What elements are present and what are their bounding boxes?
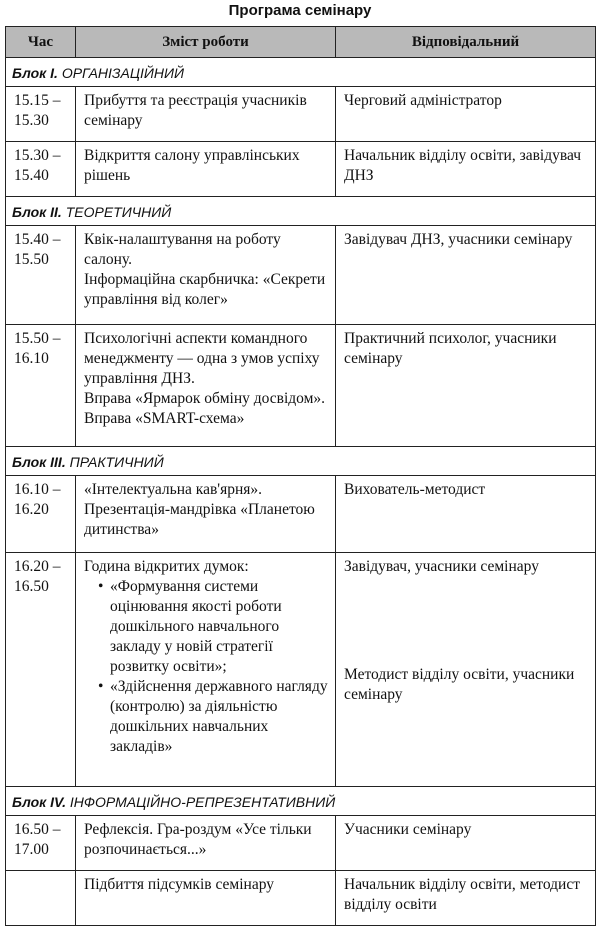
- header-row: [6, 27, 596, 58]
- responsible-cell: Учасники семінару: [336, 816, 596, 871]
- block-title: [6, 196, 596, 225]
- table-row: [6, 816, 596, 871]
- content-text: Відкриття салону управлінських рішень: [84, 146, 300, 184]
- time-cell: 15.30 – 15.40: [6, 141, 76, 196]
- content-text: Підбиття підсумків семінару: [84, 876, 274, 894]
- content-text: Вправа «Ярмарок обміну досвідом». Вправа «SMART-схема»: [84, 390, 326, 428]
- block-label: Блок II.: [12, 203, 62, 220]
- table-row: [6, 325, 596, 447]
- time-cell: 15.15 – 15.30: [6, 87, 76, 142]
- content-cell: [76, 87, 336, 142]
- list-item: • «Формування системи оцінювання якості роботи дошкільного навчального закладу у новій стратегії розвитку освіти»;: [98, 577, 329, 677]
- block-title: [6, 58, 596, 87]
- content-text: «Інтелектуальна кав'ярня».: [84, 481, 263, 499]
- responsible-cell: Начальник відділу освіти, методист відділу освіти: [336, 871, 596, 926]
- block-title: [6, 787, 596, 816]
- block-label: Блок IV.: [12, 794, 66, 811]
- time-cell: 15.50 – 16.10: [6, 325, 76, 447]
- block-name: ОРГАНІЗАЦІЙНИЙ: [61, 65, 185, 81]
- content-text: Квік-налаштування на роботу салону.: [84, 230, 281, 268]
- block-name: ІНФОРМАЦІЙНО-РЕПРЕЗЕНТАТИВНИЙ: [69, 794, 336, 811]
- topics-list: [84, 577, 329, 757]
- block-title: [6, 447, 596, 476]
- header-time: Час: [6, 27, 76, 58]
- time-cell: 16.50 – 17.00: [6, 816, 76, 871]
- content-text: Рефлексія. Гра-роздум «Усе тільки розпочинається...»: [84, 821, 312, 859]
- responsible-text: Завідувач, учасники семінару: [344, 558, 539, 576]
- block-header-row: [6, 196, 596, 225]
- content-cell: [76, 325, 336, 447]
- time-cell: 16.10 – 16.20: [6, 476, 76, 553]
- block-header-row: [6, 447, 596, 476]
- block-name: ПРАКТИЧНИЙ: [69, 454, 164, 471]
- table-row: [6, 141, 596, 196]
- header-responsible: Відповідальний: [336, 27, 596, 58]
- content-text: Психологічні аспекти командного менеджменту — одна з умов успіху управління ДНЗ.: [84, 330, 320, 388]
- content-text: Презентація-мандрівка «Планетою дитинства»: [84, 501, 315, 539]
- responsible-cell: Начальник відділу освіти, завідувач ДНЗ: [336, 141, 596, 196]
- page-title: Програма семінару: [228, 2, 372, 19]
- content-cell: [76, 553, 336, 787]
- responsible-cell: [336, 553, 596, 787]
- content-cell: [76, 871, 336, 926]
- responsible-cell: Практичний психолог, учасники семінару: [336, 325, 596, 447]
- block-name: ТЕОРЕТИЧНИЙ: [65, 203, 172, 220]
- responsible-text: Методист відділу освіти, учасники семінару: [344, 666, 575, 704]
- responsible-cell: Завідувач ДНЗ, учасники семінару: [336, 225, 596, 325]
- table-row: [6, 87, 596, 142]
- seminar-program-table: [5, 26, 596, 926]
- content-text: Година відкритих думок:: [84, 558, 249, 576]
- list-item: • «Здійснення державного нагляду (контролю) за діяльністю дошкільних навчальних закладів»: [98, 677, 329, 757]
- content-text: Інформаційна скарбничка: «Секрети управління від колег»: [84, 270, 326, 308]
- block-label: Блок III.: [12, 454, 66, 471]
- responsible-cell: Вихователь-методист: [336, 476, 596, 553]
- content-cell: [76, 816, 336, 871]
- block-header-row: [6, 787, 596, 816]
- content-cell: [76, 476, 336, 553]
- time-cell: [6, 871, 76, 926]
- time-cell: 16.20 – 16.50: [6, 553, 76, 787]
- block-header-row: [6, 58, 596, 87]
- responsible-cell: Черговий адміністратор: [336, 87, 596, 142]
- content-cell: [76, 141, 336, 196]
- content-text: Прибуття та реєстрація учасників семінару: [84, 92, 307, 129]
- table-row: [6, 476, 596, 553]
- content-cell: [76, 225, 336, 325]
- header-content: Зміст роботи: [76, 27, 336, 58]
- table-row: [6, 871, 596, 926]
- block-label: Блок I.: [12, 65, 58, 81]
- time-cell: 15.40 – 15.50: [6, 225, 76, 325]
- table-row: [6, 553, 596, 787]
- table-row: [6, 225, 596, 325]
